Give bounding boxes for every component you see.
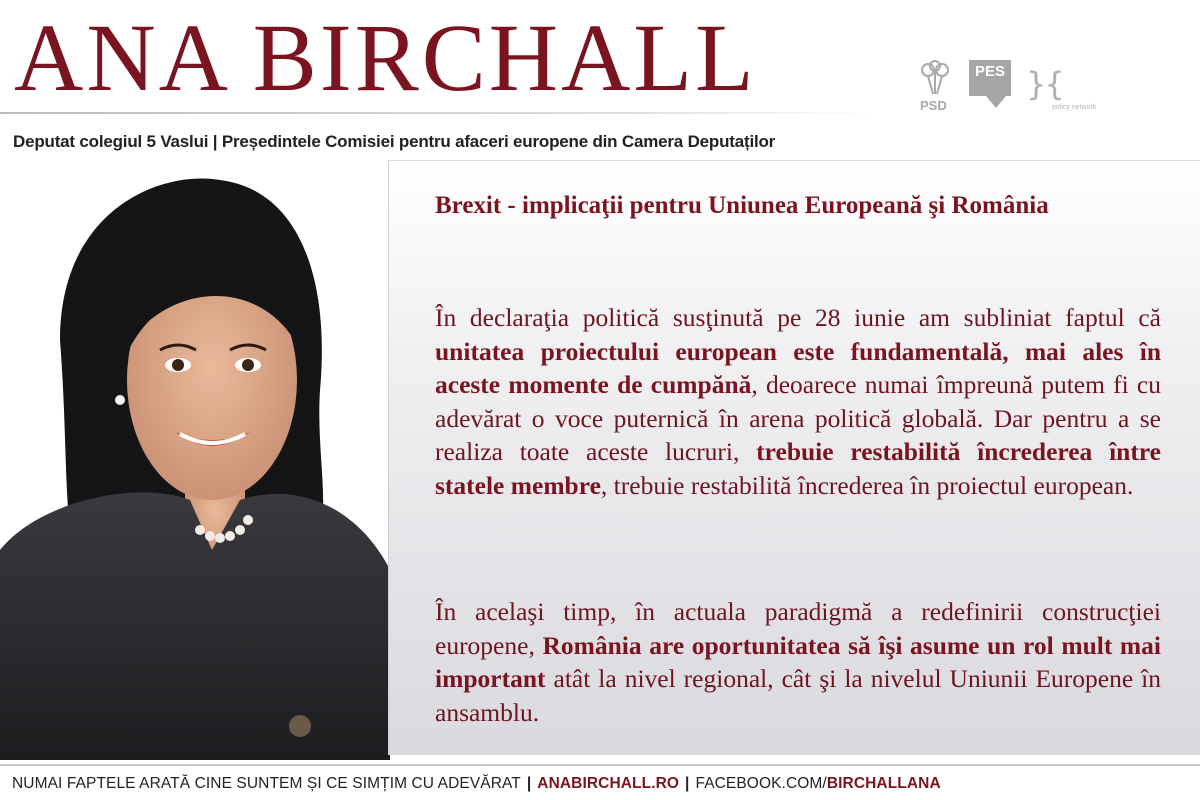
title-divider xyxy=(0,112,880,114)
footer-slogan: NUMAI FAPTELE ARATĂ CINE SUNTEM ȘI CE SIMȚIM CU ADEVĂRAT xyxy=(12,775,521,792)
footer-separator: | xyxy=(685,775,690,792)
paragraph-1-emphasis-a: unitatea proiectului european este fundamentală, mai ales în aceste momente de cumpănă xyxy=(435,336,1161,399)
paragraph-2-text-a: În acelaşi timp, în actuala paradigmă a redefinirii construcţiei europene, xyxy=(435,597,1161,660)
party-logos xyxy=(912,60,1112,116)
article-panel xyxy=(388,160,1200,755)
footer-separator: | xyxy=(526,775,532,792)
policy-network-label: policy network xyxy=(1052,104,1097,111)
footer-website-link[interactable]: ANABIRCHALL.RO xyxy=(537,775,680,792)
page-title: ANA BIRCHALL xyxy=(14,4,757,111)
paragraph-1-text-c: , trebuie restabilită încrederea în proiectul european. xyxy=(600,470,1134,500)
pes-logo: PES xyxy=(969,60,1011,96)
subtitle: Deputat colegiul 5 Vaslui | Președintele Comisiei pentru afaceri europene din Camera Deputaților xyxy=(13,132,776,151)
article-paragraph-2 xyxy=(435,595,1161,729)
footer-facebook-handle: BIRCHALLANA xyxy=(826,775,941,792)
paragraph-2-text-b: atât la nivel regional, cât şi la nivelul Uniunii Europene în ansamblu. xyxy=(435,664,1161,727)
psd-logo xyxy=(912,60,956,114)
footer-facebook-prefix: FACEBOOK.COM/ xyxy=(695,775,827,792)
article-title: Brexit - implicaţii pentru Uniunea Europeană şi România xyxy=(435,192,1049,219)
portrait-photo xyxy=(0,170,390,760)
paragraph-1-emphasis-b: trebuie restabilită încrederea între statele membre xyxy=(435,437,1161,500)
psd-logo-label: PSD xyxy=(920,98,947,113)
policy-network-logo: }{ xyxy=(1026,65,1063,103)
rose-icon xyxy=(918,60,952,98)
pes-logo-tail xyxy=(986,96,1006,108)
article-paragraph-1 xyxy=(435,301,1161,502)
paragraph-2-emphasis-a: România are oportunitatea să îşi asume un rol mult mai important xyxy=(435,630,1162,693)
footer-facebook-link[interactable] xyxy=(695,775,940,792)
footer-divider xyxy=(0,764,1200,766)
footer xyxy=(12,775,941,793)
paragraph-1-text-b: , deoarece numai împreună putem fi cu adevărat o voce puternică în arena politică globală. Dar pentru a se realiza toate aceste lucruri, xyxy=(435,370,1161,466)
paragraph-1-text-a: În declaraţia politică susţinută pe 28 iunie am subliniat faptul că xyxy=(435,303,1161,332)
